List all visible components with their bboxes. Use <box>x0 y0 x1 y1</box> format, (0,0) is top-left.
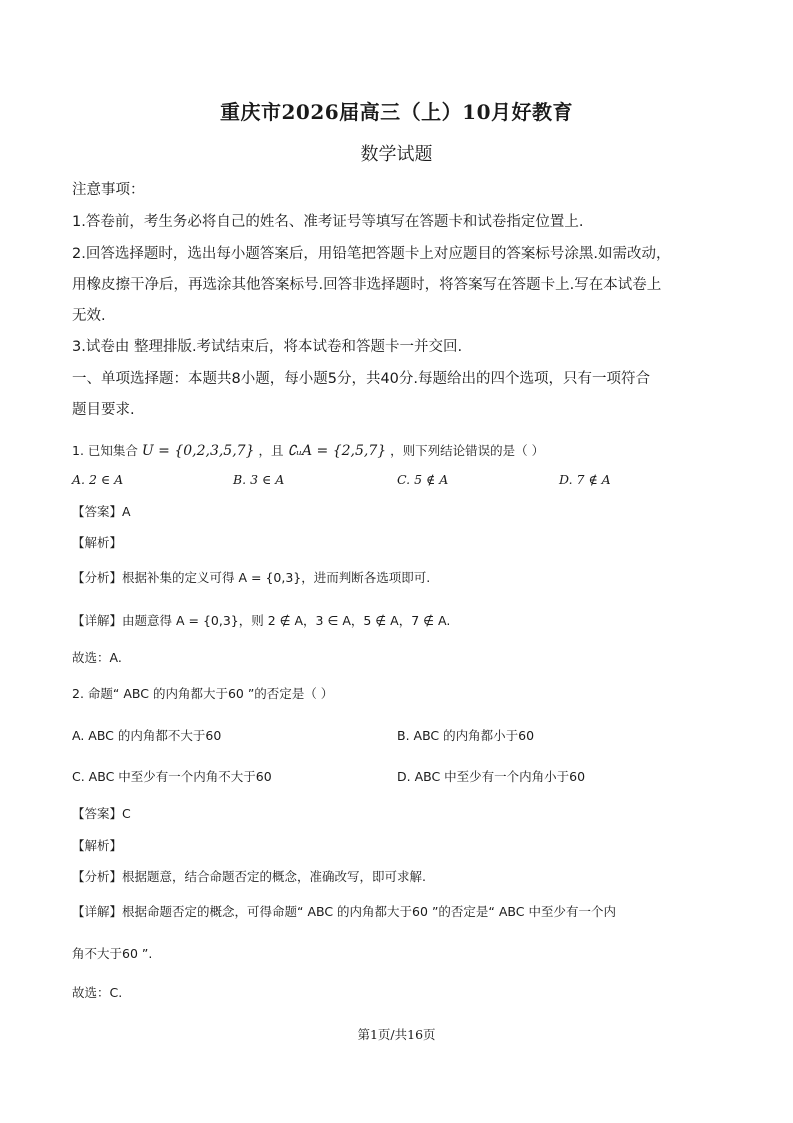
q1-option-b: B. 3 ∈ A <box>233 472 285 487</box>
q1-answer: 【答案】A <box>72 504 131 519</box>
page-title: 重庆市2026届高三（上）10月好教育 <box>220 100 573 124</box>
q2-analysis-tag: 【解析】 <box>72 838 123 853</box>
q1-stem-part-a: 1. 已知集合 <box>72 443 138 458</box>
q1-option-a: A. 2 ∈ A <box>72 472 124 487</box>
section-heading-line-1: 一、单项选择题：本题共8小题，每小题5分，共40分.每题给出的四个选项，只有一项符合 <box>72 371 651 387</box>
q1-option-c: C. 5 ∉ A <box>397 472 449 487</box>
q1-stem <box>72 441 544 459</box>
section-heading-line-2: 题目要求. <box>72 402 135 418</box>
q2-option-d: D. ABC 中至少有一个内角小于60 <box>397 769 586 784</box>
q2-stem: 2. 命题“ ABC 的内角都大于60 ”的否定是（ ） <box>72 686 334 701</box>
q1-stem-part-b: ，且 <box>258 443 284 458</box>
q2-xiangjie-line-1: 【详解】根据命题否定的概念，可得命题“ ABC 的内角都大于60 ”的否定是“ ABC 中至少有一个内 <box>72 904 616 919</box>
q1-stem-part-c: ，则下列结论错误的是（ ） <box>390 443 545 458</box>
notice-item-3: 3.试卷由 整理排版.考试结束后，将本试卷和答题卡一并交回. <box>72 339 463 355</box>
q2-answer: 【答案】C <box>72 806 131 821</box>
q2-option-b: B. ABC 的内角都小于60 <box>397 728 535 743</box>
q2-fenxi: 【分析】根据题意，结合命题否定的概念，准确改写，即可求解. <box>72 869 426 884</box>
page-footer: 第1页/共16页 <box>357 1027 436 1042</box>
q1-set-complement: ∁ᵤA = {2,5,7} <box>287 443 387 459</box>
q1-fenxi: 【分析】根据补集的定义可得 A = {0,3}，进而判断各选项即可. <box>72 570 431 585</box>
q2-choice: 故选：C. <box>72 985 123 1000</box>
q1-option-d: D. 7 ∉ A <box>559 472 611 487</box>
notice-item-2-line-2: 用橡皮擦干净后，再选涂其他答案标号.回答非选择题时，将答案写在答题卡上.写在本试卷上 <box>72 277 662 293</box>
q1-analysis-tag: 【解析】 <box>72 535 123 550</box>
q1-xiangjie: 【详解】由题意得 A = {0,3}，则 2 ∉ A，3 ∈ A，5 ∉ A，7 ∉ A. <box>72 613 451 628</box>
page-subtitle: 数学试题 <box>360 144 433 165</box>
notice-heading: 注意事项： <box>72 182 145 198</box>
notice-item-1: 1.答卷前，考生务必将自己的姓名、准考证号等填写在答题卡和试卷指定位置上. <box>72 214 584 230</box>
notice-item-2-line-1: 2.回答选择题时，选出每小题答案后，用铅笔把答题卡上对应题目的答案标号涂黑.如需改动， <box>72 246 671 262</box>
q2-option-c: C. ABC 中至少有一个内角不大于60 <box>72 769 272 784</box>
q2-option-a: A. ABC 的内角都不大于60 <box>72 728 222 743</box>
notice-item-2-line-3: 无效. <box>72 308 106 324</box>
q1-choice: 故选：A. <box>72 650 122 665</box>
q2-xiangjie-line-2: 角不大于60 ”. <box>72 946 153 961</box>
q1-set-u: U = {0,2,3,5,7} <box>141 443 255 459</box>
